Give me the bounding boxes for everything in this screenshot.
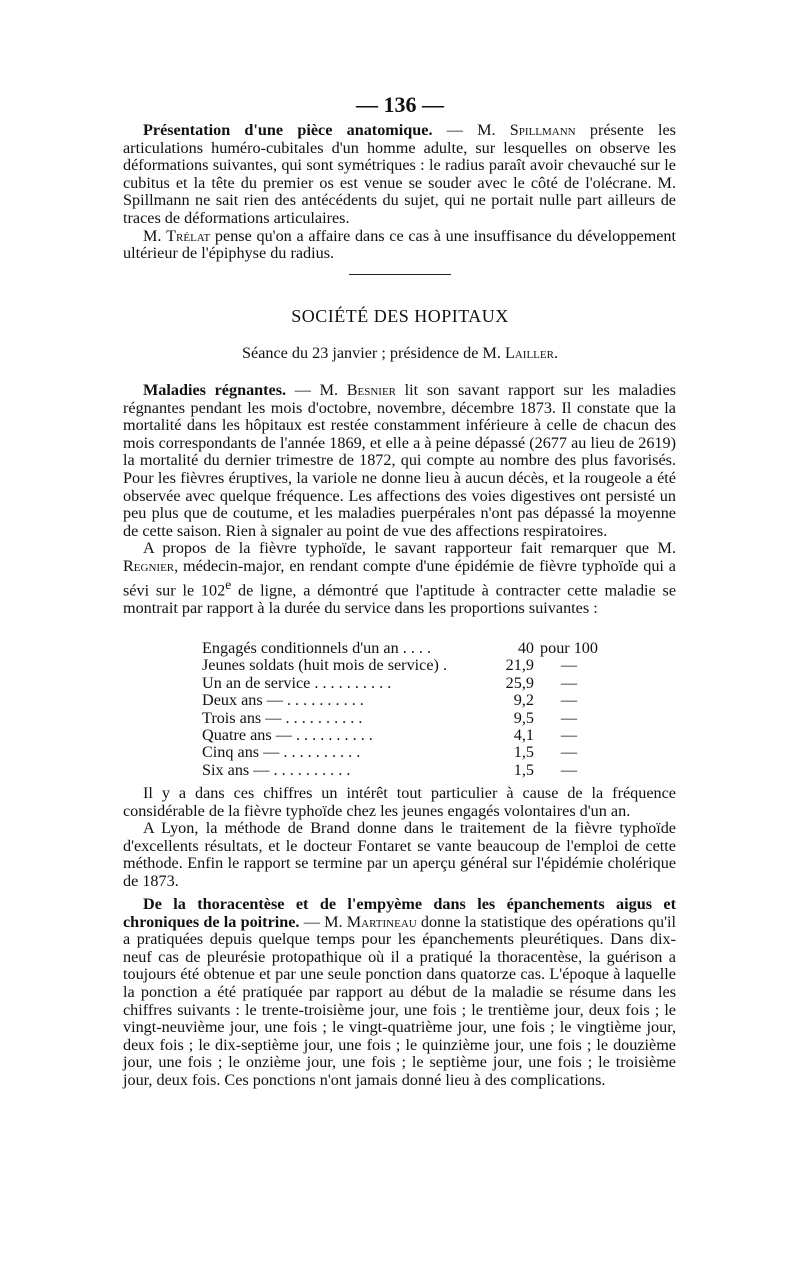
table-row: Engagés conditionnels d'un an . . . . 40 pour 100 [202,639,598,657]
thoracentese-paragraph: De la thoracentèse et de l'empyème dans les épanchements aigus et chroniques de la poitrine. — M. Martineau donne la statistique des opérations qu'il a pratiquées depuis quelque temps pour les épanchements pleurétiques. Dans dix-neuf cas de pleurésie protopathique où il a pratiqué la thoracentèse, la guérison a toujours été obtenue et par une seule ponction dans quatorze cas. L'époque à laquelle la ponction a été pratiquée par rapport au début de la maladie se résume dans les chiffres suivants : le trente-troisième jour, une fois ; le trentième jour, deux fois ; le vingt-neuvième jour, une fois ; le vingt-quatrième jour, une fois ; le vingtième jour, deux fois ; le dix-septième jour, une fois ; le quinzième jour, une fois ; le douzième jour, une fois ; le onzième jour, une fois ; le septième jour, une fois ; le troisième jour, deux fois. Ces ponctions n'ont jamais donné lieu à des complications. [123,895,676,1089]
lyon-paragraph: A Lyon, la méthode de Brand donne dans le traitement de la fièvre typhoïde d'excellents résultats, et le docteur Fontaret se vante beaucoup de l'emploi de cette méthode. Enfin le rapport se termine par un aperçu général sur l'épidémie cholérique de 1873. [123,819,676,890]
president-name: Lailler [504,344,554,362]
section-maladies [123,382,676,617]
typhoide-paragraph: A propos de la fièvre typhoïde, le savant rapporteur fait remarquer que M. Regnier, médecin-major, en rendant compte d'une épidémie de fièvre typhoïde qui a sévi sur le 102e de ligne, a démontré que l'aptitude à contracter cette maladie se montrait par rapport à la durée du service dans les proportions suivantes : [123,539,676,617]
table-row: Six ans — . . . . . . . . . . 1,5 — [202,760,578,779]
section-commentary [123,785,676,891]
table-row: Cinq ans — . . . . . . . . . . 1,5 — [202,743,578,762]
section-thoracentese [123,896,676,1090]
thoracentese-heading: De la thoracentèse et de l'empyème dans les épanchements aigus et chroniques de la poitrine. [123,895,676,931]
table-row: Deux ans — . . . . . . . . . . 9,2 — [202,691,578,710]
author-name: Regnier [123,556,175,575]
author-name: Spillmann [509,121,576,139]
table-row: Trois ans — . . . . . . . . . . 9,5 — [202,708,578,727]
maladies-heading: Maladies régnantes. [143,381,287,399]
interet-paragraph: Il y a dans ces chiffres un intérêt tout particulier à cause de la fréquence considérable de la fièvre typhoïde chez les jeunes engagés volontaires d'un an. [123,784,676,820]
table-row: Un an de service . . . . . . . . . . 25,9 — [202,673,578,692]
table-row: Quatre ans — . . . . . . . . . . 4,1 — [202,726,578,745]
author-name: Trélat [166,226,211,245]
presentation-heading: Présentation d'une pièce anatomique. [143,121,433,139]
section-divider [349,274,451,275]
presentation-paragraph: Présentation d'une pièce anatomique. — M. Spillmann présente les articulations huméro-cubitales d'un homme adulte, sur lesquelles on observe les déformations suivantes, qui sont symétriques : le radius paraît avoir chevauché sur le cubitus et la tête du premier os est venue se souder avec le côté de l'olécrane. M. Spillmann ne sait rien des antécédents du sujet, qui ne portait nulle part ailleurs de traces de déformations articulaires. [123,121,676,227]
maladies-paragraph: Maladies régnantes. — M. Besnier lit son savant rapport sur les maladies régnantes pendant les mois d'octobre, novembre, décembre 1873. Il constate que la mortalité dans les hôpitaux est restée constamment inférieure à celle de chacun des mois correspondants de l'année 1869, et elle a à peine dépassé (2677 au lieu de 2619) la mortalité du dernier trimestre de 1872, qui compte au nombre des plus favorisés. Pour les fièvres éruptives, la variole ne donne lieu à aucun décès, et la rougeole a été observée avec quelque fréquence. Les affections des voies digestives ont persisté un peu plus que de coutume, et les maladies puerpérales n'ont pas dépassé la moyenne de cette saison. Rien à signaler au point de vue des affections respiratoires. [123,381,676,540]
page-number: — 136 — [356,92,444,117]
society-title: SOCIÉTÉ DES HOPITAUX [291,306,509,326]
table-row: Jeunes soldats (huit mois de service) . 21,9 — [202,656,578,675]
author-name: Martineau [346,912,417,931]
service-proportions-table [202,640,604,779]
section-presentation [123,122,676,263]
seance-line: Séance du 23 janvier ; présidence de M. Lailler. [242,344,558,362]
author-name: Besnier [346,381,397,399]
trelat-paragraph: M. Trélat pense qu'on a affaire dans ce cas à une insuffisance du développement ultérieur de l'épiphyse du radius. [123,226,676,263]
